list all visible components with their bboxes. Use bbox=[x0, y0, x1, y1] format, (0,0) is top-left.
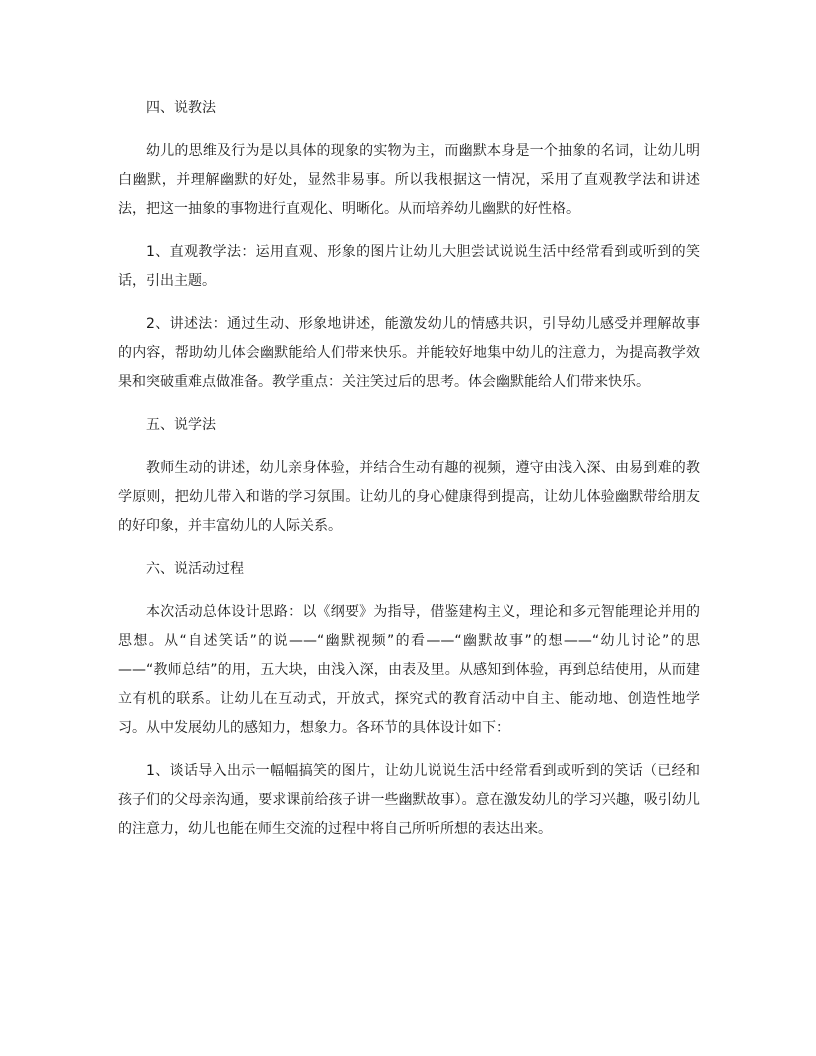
section-heading-learning-methods: 五、说学法 bbox=[146, 417, 216, 433]
section-heading-teaching-methods: 四、说教法 bbox=[146, 100, 216, 116]
paragraph-design-approach: 本次活动总体设计思路：以《纲要》为指导，借鉴建构主义，理论和多元智能理论并用的思想。从“自述笑话”的说——“幽默视频”的看——“幽默故事”的想——“幼儿讨论”的思——“教师总结”的用，五大块，由浅入深，由表及里。从感知到体验，再到总结使用，从而建立有机的联系。让幼儿在互动式，开放式，探究式的教育活动中自主、能动地、创造性地学习。从中发展幼儿的感知力，想象力。各环节的具体设计如下： bbox=[118, 604, 700, 736]
paragraph-teaching-methods-intro: 幼儿的思维及行为是以具体的现象的实物为主，而幽默本身是一个抽象的名词，让幼儿明白幽默，并理解幽默的好处，显然非易事。所以我根据这一情况，采用了直观教学法和讲述法，把这一抽象的事物进行直观化、明晰化。从而培养幼儿幽默的好性格。 bbox=[118, 143, 700, 217]
document-page bbox=[118, 94, 700, 858]
paragraph-conversation-intro: 1、谈话导入出示一幅幅搞笑的图片，让幼儿说说生活中经常看到或听到的笑话（已经和孩子们的父母亲沟通，要求课前给孩子讲一些幽默故事）。意在激发幼儿的学习兴趣，吸引幼儿的注意力，幼儿也能在师生交流的过程中将自己所听所想的表达出来。 bbox=[118, 763, 700, 837]
paragraph-learning-methods: 教师生动的讲述，幼儿亲身体验，并结合生动有趣的视频，遵守由浅入深、由易到难的教学原则，把幼儿带入和谐的学习氛围。让幼儿的身心健康得到提高，让幼儿体验幽默带给朋友的好印象，并丰富幼儿的人际关系。 bbox=[118, 460, 700, 534]
paragraph-narration-method: 2、讲述法：通过生动、形象地讲述，能激发幼儿的情感共识，引导幼儿感受并理解故事的内容，帮助幼儿体会幽默能给人们带来快乐。并能较好地集中幼儿的注意力，为提高教学效果和突破重难点做准备。教学重点：关注笑过后的思考。体会幽默能给人们带来快乐。 bbox=[118, 316, 700, 390]
paragraph-intuitive-teaching: 1、直观教学法：运用直观、形象的图片让幼儿大胆尝试说说生活中经常看到或听到的笑话，引出主题。 bbox=[118, 244, 700, 289]
section-heading-activity-process: 六、说活动过程 bbox=[146, 561, 244, 577]
